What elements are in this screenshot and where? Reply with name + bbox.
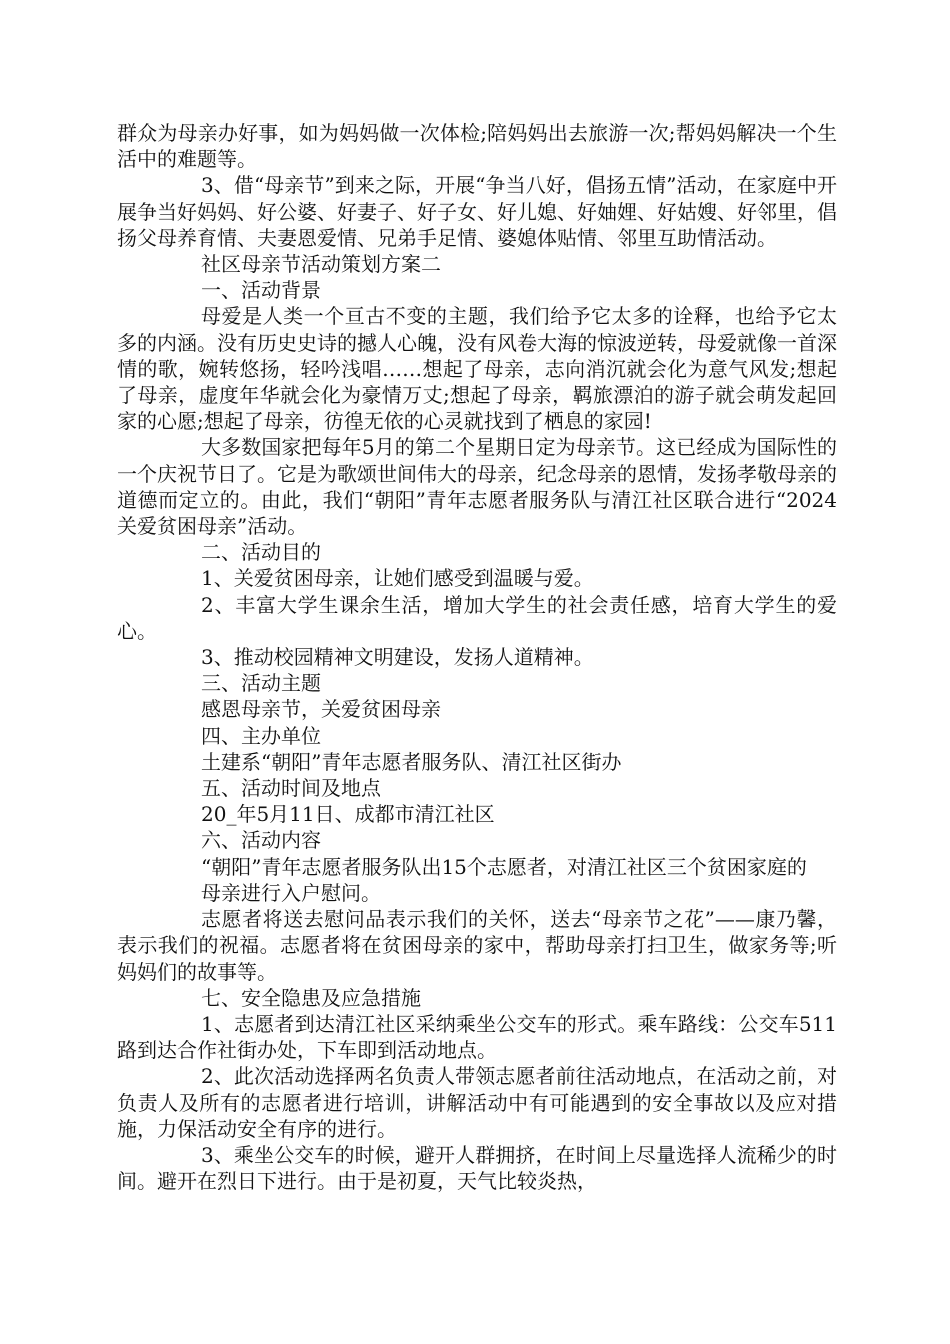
paragraph: 母爱是人类一个亘古不变的主题，我们给予它太多的诠释，也给予它太多的内涵。没有历史史诗的撼人心魄，没有风卷大海的惊波逆转，母爱就像一首深情的歌，婉转悠扬，轻吟浅唱……想起了母亲，志向消沉就会化为意气风发;想起了母亲，虚度年华就会化为豪情万丈;想起了母亲，羁旅漂泊的游子就会萌发起回家的心愿;想起了母亲，彷徨无依的心灵就找到了栖息的家园! bbox=[117, 304, 837, 434]
paragraph: 五、活动时间及地点 bbox=[201, 776, 381, 801]
paragraph: 2、此次活动选择两名负责人带领志愿者前往活动地点，在活动之前，对负责人及所有的志愿者进行培训，讲解活动中有可能遇到的安全事故以及应对措施，力保活动安全有序的进行。 bbox=[117, 1064, 837, 1141]
document-page bbox=[117, 120, 837, 1194]
paragraph: 群众为母亲办好事，如为妈妈做一次体检;陪妈妈出去旅游一次;帮妈妈解决一个生活中的难题等。 bbox=[117, 121, 837, 172]
paragraph: 3、推动校园精神文明建设，发扬人道精神。 bbox=[201, 645, 594, 670]
paragraph: 六、活动内容 bbox=[201, 828, 321, 853]
paragraph: 大多数国家把每年5月的第二个星期日定为母亲节。这已经成为国际性的一个庆祝节日了。它是为歌颂世间伟大的母亲，纪念母亲的恩情，发扬孝敬母亲的道德而定立的。由此，我们“朝阳”青年志愿者服务队与清江社区联合进行“2024关爱贫困母亲”活动。 bbox=[117, 435, 837, 539]
paragraph: 二、活动目的 bbox=[201, 540, 321, 565]
paragraph: “朝阳”青年志愿者服务队出15个志愿者，对清江社区三个贫困家庭的 bbox=[201, 854, 807, 879]
paragraph: 1、志愿者到达清江社区采纳乘坐公交车的形式。乘车路线：公交车511路到达合作社街办处，下车即到活动地点。 bbox=[117, 1011, 837, 1063]
paragraph: 七、安全隐患及应急措施 bbox=[201, 985, 421, 1010]
paragraph: 一、活动背景 bbox=[201, 278, 321, 303]
paragraph: 社区母亲节活动策划方案二 bbox=[201, 252, 441, 277]
paragraph: 土建系“朝阳”青年志愿者服务队、清江社区街办 bbox=[201, 749, 622, 774]
paragraph: 四、主办单位 bbox=[201, 723, 321, 748]
paragraph: 20_年5月11日、成都市清江社区 bbox=[201, 802, 495, 827]
paragraph: 感恩母亲节，关爱贫困母亲 bbox=[201, 697, 441, 722]
paragraph: 2、丰富大学生课余生活，增加大学生的社会责任感，培育大学生的爱心。 bbox=[117, 592, 837, 643]
paragraph: 三、活动主题 bbox=[201, 671, 321, 696]
paragraph: 3、乘坐公交车的时候，避开人群拥挤，在时间上尽量选择人流稀少的时间。避开在烈日下进行。由于是初夏，天气比较炎热， bbox=[117, 1142, 837, 1194]
paragraph: 1、关爱贫困母亲，让她们感受到温暖与爱。 bbox=[201, 566, 594, 591]
paragraph: 3、借“母亲节”到来之际，开展“争当八好，倡扬五情”活动，在家庭中开展争当好妈妈、好公婆、好妻子、好子女、好儿媳、好妯娌、好姑嫂、好邻里，倡扬父母养育情、夫妻恩爱情、兄弟手足情、婆媳体贴情、邻里互助情活动。 bbox=[117, 173, 837, 250]
paragraph: 母亲进行入户慰问。 bbox=[201, 880, 381, 905]
paragraph: 志愿者将送去慰问品表示我们的关怀，送去“母亲节之花”——康乃馨，表示我们的祝福。志愿者将在贫困母亲的家中，帮助母亲打扫卫生，做家务等;听妈妈们的故事等。 bbox=[117, 907, 837, 984]
